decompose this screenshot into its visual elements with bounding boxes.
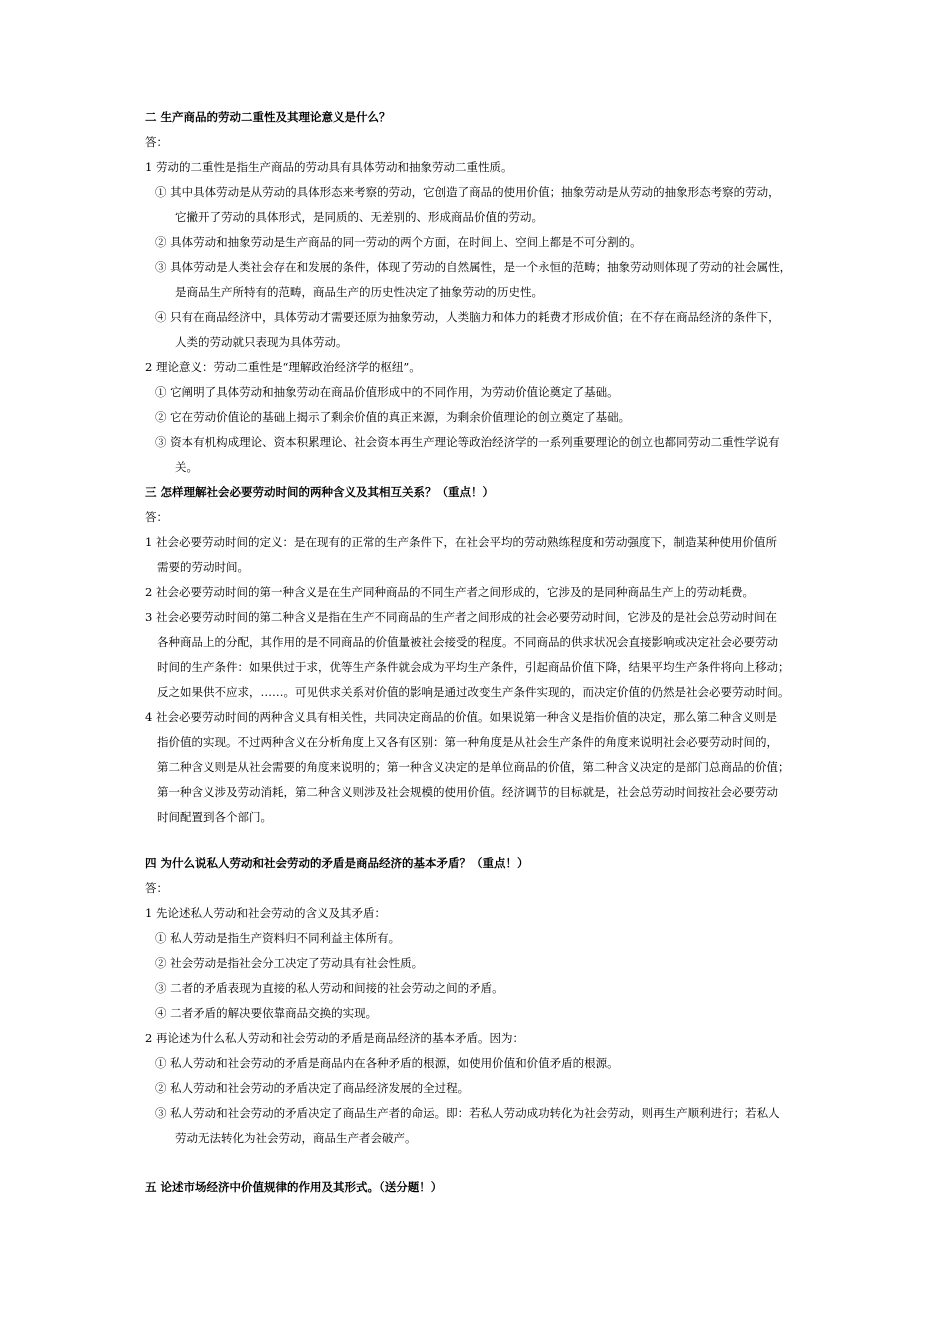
list-item: ② 具体劳动和抽象劳动是生产商品的同一劳动的两个方面，在时间上、空间上都是不可分割的。 [155, 235, 642, 249]
list-item: ① 私人劳动是指生产资料归不同利益主体所有。 [155, 931, 401, 945]
answer-label: 答： [145, 135, 168, 149]
paragraph-continuation: 反之如果供不应求，……。可见供求关系对价值的影响是通过改变生产条件实现的，而决定价值的仍然是社会必要劳动时间。 [157, 685, 790, 699]
list-item: ② 它在劳动价值论的基础上揭示了剩余价值的真正来源，为剩余价值理论的创立奠定了基础。 [155, 410, 631, 424]
list-item: ③ 具体劳动是人类社会存在和发展的条件，体现了劳动的自然属性，是一个永恒的范畴；抽象劳动则体现了劳动的社会属性， [155, 260, 792, 274]
section-4 [145, 851, 825, 1151]
list-item-continuation: 劳动无法转化为社会劳动，商品生产者会破产。 [175, 1131, 417, 1145]
section-3 [145, 480, 825, 830]
section-5-title: 五 论述市场经济中价值规律的作用及其形式。（送分题！） [145, 1180, 443, 1194]
list-item: ④ 只有在商品经济中，具体劳动才需要还原为抽象劳动，人类脑力和体力的耗费才形成价值；在不存在商品经济的条件下， [155, 310, 780, 324]
list-item: ③ 私人劳动和社会劳动的矛盾决定了商品生产者的命运。即：若私人劳动成功转化为社会劳动，则再生产顺利进行；若私人 [155, 1106, 780, 1120]
list-item: ④ 二者矛盾的解决要依靠商品交换的实现。 [155, 1006, 378, 1020]
section-2 [145, 105, 825, 480]
paragraph-continuation: 指价值的实现。不过两种含义在分析角度上又各有区别：第一种角度是从社会生产条件的角度来说明社会必要劳动时间的， [157, 735, 778, 749]
paragraph-line: 1 先论述私人劳动和社会劳动的含义及其矛盾： [145, 906, 386, 920]
list-item-continuation: 它撇开了劳动的具体形式，是同质的、无差别的、形成商品价值的劳动。 [175, 210, 543, 224]
list-item: ② 社会劳动是指社会分工决定了劳动具有社会性质。 [155, 956, 424, 970]
section-3-title: 三 怎样理解社会必要劳动时间的两种含义及其相互关系？（重点！） [145, 485, 494, 499]
paragraph-line: 3 社会必要劳动时间的第二种含义是指在生产不同商品的生产者之间形成的社会必要劳动时间，它涉及的是社会总劳动时间在 [145, 610, 777, 624]
list-item: ① 私人劳动和社会劳动的矛盾是商品内在各种矛盾的根源，如使用价值和价值矛盾的根源。 [155, 1056, 619, 1070]
list-item-continuation: 人类的劳动就只表现为具体劳动。 [175, 335, 348, 349]
paragraph-line: 2 再论述为什么私人劳动和社会劳动的矛盾是商品经济的基本矛盾。因为： [145, 1031, 524, 1045]
paragraph-line: 1 劳动的二重性是指生产商品的劳动具有具体劳动和抽象劳动二重性质。 [145, 160, 513, 174]
paragraph-line: 1 社会必要劳动时间的定义：是在现有的正常的生产条件下，在社会平均的劳动熟练程度和劳动强度下，制造某种使用价值所 [145, 535, 777, 549]
answer-label: 答： [145, 881, 168, 895]
section-2-title: 二 生产商品的劳动二重性及其理论意义是什么？ [145, 110, 391, 124]
list-item-continuation: 是商品生产所特有的范畴，商品生产的历史性决定了抽象劳动的历史性。 [175, 285, 543, 299]
answer-label: 答： [145, 510, 168, 524]
paragraph-continuation: 第二种含义则是从社会需要的角度来说明的；第一种含义决定的是单位商品的价值，第二种含义决定的是部门总商品的价值； [157, 760, 790, 774]
list-item: ① 其中具体劳动是从劳动的具体形态来考察的劳动，它创造了商品的使用价值；抽象劳动是从劳动的抽象形态考察的劳动， [155, 185, 780, 199]
paragraph-continuation: 时间的生产条件：如果供过于求，优等生产条件就会成为平均生产条件，引起商品价值下降，结果平均生产条件将向上移动； [157, 660, 790, 674]
paragraph-line: 4 社会必要劳动时间的两种含义具有相关性，共同决定商品的价值。如果说第一种含义是指价值的决定，那么第二种含义则是 [145, 710, 777, 724]
paragraph-continuation: 时间配置到各个部门。 [157, 810, 272, 824]
paragraph-line: 2 社会必要劳动时间的第一种含义是在生产同种商品的不同生产者之间形成的，它涉及的是同种商品生产上的劳动耗费。 [145, 585, 754, 599]
list-item: ① 它阐明了具体劳动和抽象劳动在商品价值形成中的不同作用，为劳动价值论奠定了基础。 [155, 385, 619, 399]
list-item: ③ 二者的矛盾表现为直接的私人劳动和间接的社会劳动之间的矛盾。 [155, 981, 504, 995]
paragraph-line: 2 理论意义：劳动二重性是“理解政治经济学的枢纽”。 [145, 360, 421, 374]
section-4-title: 四 为什么说私人劳动和社会劳动的矛盾是商品经济的基本矛盾？（重点！） [145, 856, 529, 870]
list-item-continuation: 关。 [175, 460, 198, 474]
paragraph-continuation: 各种商品上的分配，其作用的是不同商品的价值量被社会接受的程度。不同商品的供求状况会直接影响或决定社会必要劳动 [157, 635, 778, 649]
paragraph-continuation: 第一种含义涉及劳动消耗，第二种含义则涉及社会规模的使用价值。经济调节的目标就是，社会总劳动时间按社会必要劳动 [157, 785, 778, 799]
list-item: ③ 资本有机构成理论、资本积累理论、社会资本再生产理论等政治经济学的一系列重要理论的创立也都同劳动二重性学说有 [155, 435, 780, 449]
section-5 [145, 1175, 825, 1200]
list-item: ② 私人劳动和社会劳动的矛盾决定了商品经济发展的全过程。 [155, 1081, 470, 1095]
paragraph-continuation: 需要的劳动时间。 [157, 560, 249, 574]
